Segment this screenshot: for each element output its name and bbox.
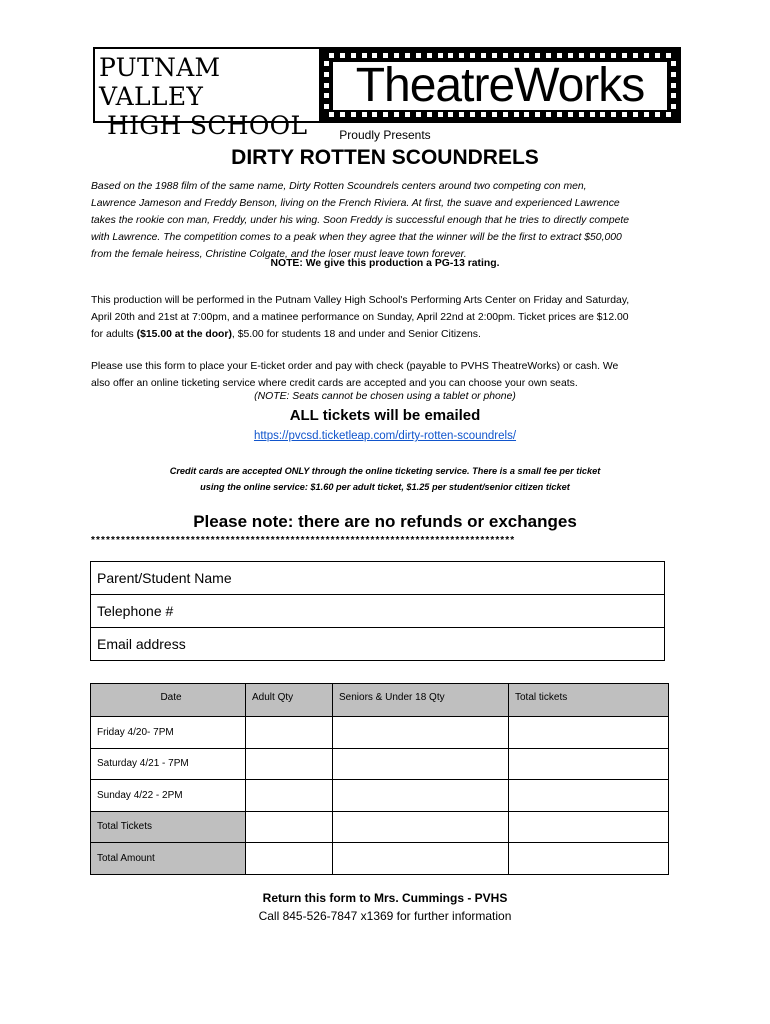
synopsis (91, 178, 681, 263)
contact-phone: Call 845-526-7847 x1369 for further information (258, 909, 512, 923)
ticket-link[interactable]: https://pvcsd.ticketleap.com/dirty-rotten-scoundrels/ (253, 430, 517, 442)
school-name-line2: HIGH SCHOOL (107, 111, 308, 140)
rating-note: NOTE: We give this production a PG-13 rating. (270, 258, 500, 269)
seniors-qty-cell[interactable] (333, 717, 509, 749)
performance-line: This production will be performed in the Putnam Valley High School's Performing Arts Center on Friday and Saturday, (91, 295, 630, 306)
total-tickets-cell[interactable] (509, 780, 669, 812)
performance-text: , $5.00 for students 18 and under and Senior Citizens. (231, 329, 481, 340)
row-label-sunday: Sunday 4/22 - 2PM (91, 780, 246, 812)
adult-qty-cell[interactable] (246, 717, 333, 749)
film-strip-left (324, 61, 329, 109)
table-row (91, 717, 669, 749)
seats-note: (NOTE: Seats cannot be chosen using a tablet or phone) (254, 391, 516, 402)
order-line: Please use this form to place your E-ticket order and pay with check (payable to PVHS TheatreWorks) or cash. We (91, 361, 619, 372)
column-header-date: Date (91, 684, 246, 717)
total-tickets-cell[interactable] (509, 717, 669, 749)
synopsis-line: from the female heiress, Christine Colgate, and the loser must leave town forever. (91, 249, 467, 260)
total-tickets-cell[interactable] (509, 748, 669, 780)
adult-qty-cell[interactable] (246, 748, 333, 780)
column-header-total-tickets: Total tickets (509, 684, 669, 717)
performance-line (91, 326, 681, 343)
adult-qty-cell[interactable] (246, 811, 333, 843)
credit-line: Credit cards are accepted ONLY through the online ticketing service. There is a small fee per ticket (169, 466, 601, 476)
seniors-qty-cell[interactable] (333, 811, 509, 843)
school-name (95, 49, 321, 140)
total-tickets-cell[interactable] (509, 843, 669, 875)
school-name-line1: PUTNAM VALLEY (99, 53, 221, 111)
row-label-total-tickets: Total Tickets (91, 811, 246, 843)
table-row (91, 843, 669, 875)
adult-qty-cell[interactable] (246, 780, 333, 812)
synopsis-line: takes the rookie con man, Freddy, under his wing. Soon Freddy is successful enough that he tries to directly compete (91, 215, 630, 226)
total-tickets-cell[interactable] (509, 811, 669, 843)
return-instructions: Return this form to Mrs. Cummings - PVHS (262, 891, 508, 905)
ticket-order-table (90, 683, 669, 875)
row-label-total-amount: Total Amount (91, 843, 246, 875)
performance-info (91, 292, 681, 343)
credit-card-note (0, 463, 770, 495)
table-row (91, 780, 669, 812)
column-header-adult-qty: Adult Qty (246, 684, 333, 717)
film-strip-top (329, 53, 671, 58)
order-info (91, 358, 681, 392)
film-strip-right (671, 61, 676, 109)
order-line: also offer an online ticketing service where credit cards are accepted and you can choose your own seats. (91, 378, 578, 389)
parent-student-name-field[interactable]: Parent/Student Name (91, 562, 665, 595)
table-row (91, 811, 669, 843)
presents-label: Proudly Presents (339, 128, 431, 142)
seniors-qty-cell[interactable] (333, 780, 509, 812)
refund-heading: Please note: there are no refunds or exchanges (193, 512, 577, 531)
performance-text: for adults (91, 329, 137, 340)
credit-line: using the online service: $1.60 per adult ticket, $1.25 per student/senior citizen ticket (200, 482, 570, 492)
synopsis-line: with Lawrence. The competition comes to a peak when they agree that the winner will be the first to extract $50,000 (91, 232, 622, 243)
brand-title: TheatreWorks (333, 62, 667, 110)
column-header-seniors-qty: Seniors & Under 18 Qty (333, 684, 509, 717)
film-strip-bottom (329, 112, 671, 117)
synopsis-line: Lawrence Jameson and Freddy Benson, living on the French Riviera. At first, the suave and experienced Lawrence (91, 198, 620, 209)
synopsis-line: Based on the 1988 film of the same name, Dirty Rotten Scoundrels centers around two competing con men, (91, 181, 587, 192)
email-address-field[interactable]: Email address (91, 628, 665, 661)
adult-qty-cell[interactable] (246, 843, 333, 875)
emailed-heading: ALL tickets will be emailed (289, 407, 481, 424)
separator: ************************************************************************************* (91, 535, 516, 546)
seniors-qty-cell[interactable] (333, 843, 509, 875)
row-label-saturday: Saturday 4/21 - 7PM (91, 748, 246, 780)
table-row (91, 748, 669, 780)
telephone-field[interactable]: Telephone # (91, 595, 665, 628)
performance-line: April 20th and 21st at 7:00pm, and a matinee performance on Sunday, April 22nd at 2:00pm. Ticket prices are $12.00 (91, 312, 629, 323)
row-label-friday: Friday 4/20- 7PM (91, 717, 246, 749)
show-title: DIRTY ROTTEN SCOUNDRELS (231, 146, 539, 169)
seniors-qty-cell[interactable] (333, 748, 509, 780)
brand-block (321, 49, 679, 121)
door-price: ($15.00 at the door) (136, 329, 232, 340)
table-header-row (91, 684, 669, 717)
contact-fields (90, 561, 665, 661)
